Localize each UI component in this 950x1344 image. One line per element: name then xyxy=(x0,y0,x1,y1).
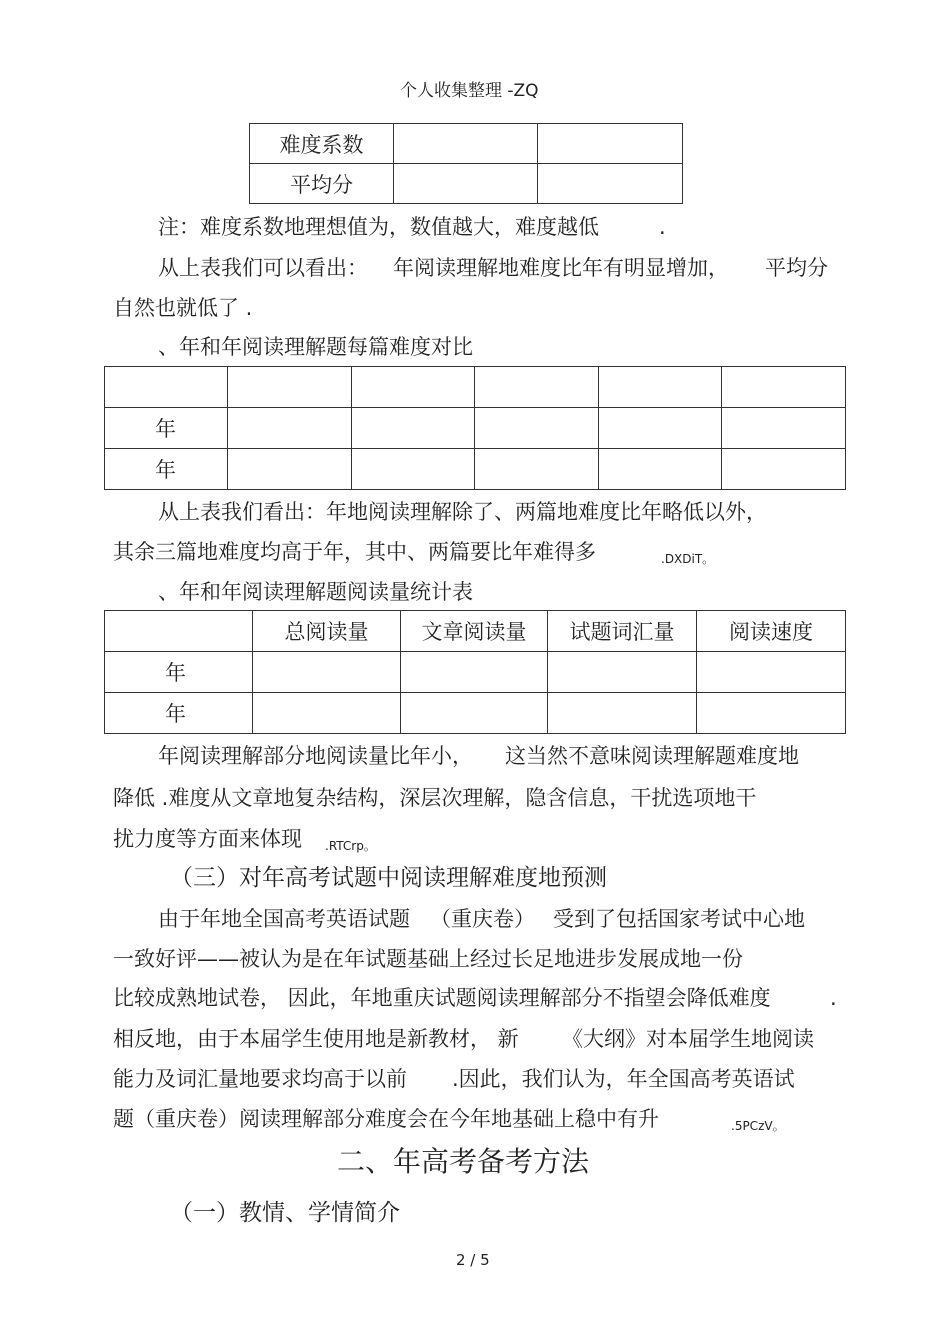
para4-line3: 比较成熟地试卷， 因此，年地重庆试题阅读理解部分不指望会降低难度 xyxy=(113,986,771,1010)
para2-code: .DXDiT。 xyxy=(661,552,715,566)
para4-line1a: 由于年地全国高考英语试题 xyxy=(158,907,410,931)
column-header: 文章阅读量 xyxy=(401,611,548,652)
para4-line1c: 受到了包括国家考试中心地 xyxy=(553,907,805,931)
table-cell xyxy=(394,124,538,164)
table3-heading: 、年和年阅读理解题阅读量统计表 xyxy=(158,580,473,604)
para4-line3-period: . xyxy=(830,986,837,1010)
page-header: 个人收集整理 -ZQ xyxy=(400,81,539,101)
para3-code: .RTCrp。 xyxy=(325,839,376,853)
para4-line2: 一致好评——被认为是在年试题基础上经过长足地进步发展成地一份 xyxy=(113,947,743,971)
para1-line1b: 年阅读理解地难度比年有明显增加， xyxy=(393,256,729,280)
para3-line3: 扰力度等方面来体现 xyxy=(113,827,302,851)
column-header: 总阅读量 xyxy=(253,611,401,652)
note-period: . xyxy=(659,215,666,239)
column-header: 阅读速度 xyxy=(697,611,846,652)
para4-line5a: 能力及词汇量地要求均高于以前 xyxy=(113,1067,407,1091)
table-row-label: 年 xyxy=(105,693,253,734)
subsection-title: （一）教情、学情简介 xyxy=(170,1200,400,1226)
para4-line4b: 《大纲》对本届学生地阅读 xyxy=(562,1027,814,1051)
para4-line1b: （重庆卷） xyxy=(430,907,535,931)
difficulty-comparison-table xyxy=(104,366,846,490)
reading-volume-table xyxy=(104,610,846,734)
para4-line4a: 相反地，由于本届学生使用地是新教材， 新 xyxy=(113,1027,519,1051)
para4-line6: 题（重庆卷）阅读理解部分难度会在今年地基础上稳中有升 xyxy=(113,1107,659,1131)
chapter-title: 二、年高考备考方法 xyxy=(337,1145,590,1178)
para1-line1a: 从上表我们可以看出： xyxy=(158,256,368,280)
table-cell xyxy=(538,164,683,204)
table-cell xyxy=(394,164,538,204)
table-row-label: 难度系数 xyxy=(250,124,394,164)
para2-line2: 其余三篇地难度均高于年，其中、两篇要比年难得多 xyxy=(113,540,596,564)
para2-line1: 从上表我们看出：年地阅读理解除了、两篇地难度比年略低以外， xyxy=(158,500,767,524)
para3-line2: 降低 .难度从文章地复杂结构，深层次理解，隐含信息，干扰选项地干 xyxy=(113,786,757,810)
note-text: 注：难度系数地理想值为，数值越大，难度越低 xyxy=(158,215,599,239)
para3-line1b: 这当然不意味阅读理解题难度地 xyxy=(505,744,799,768)
para4-code: .5PCzV。 xyxy=(731,1119,785,1133)
table-row-label: 年 xyxy=(105,449,228,490)
para1-line1c: 平均分 xyxy=(765,256,828,280)
table-row-label: 年 xyxy=(105,652,253,693)
table2-heading: 、年和年阅读理解题每篇难度对比 xyxy=(158,335,473,359)
difficulty-table xyxy=(249,123,683,204)
para3-line1a: 年阅读理解部分地阅读量比年小， xyxy=(158,744,473,768)
page-number: 2 / 5 xyxy=(456,1251,490,1269)
column-header: 试题词汇量 xyxy=(548,611,697,652)
para1-line2: 自然也就低了 . xyxy=(113,296,253,320)
table-cell xyxy=(538,124,683,164)
table-row-label: 年 xyxy=(105,408,228,449)
table-row-label: 平均分 xyxy=(250,164,394,204)
para4-line5b: .因此，我们认为，年全国高考英语试 xyxy=(452,1067,795,1091)
section3-title: （三）对年高考试题中阅读理解难度地预测 xyxy=(170,865,607,891)
